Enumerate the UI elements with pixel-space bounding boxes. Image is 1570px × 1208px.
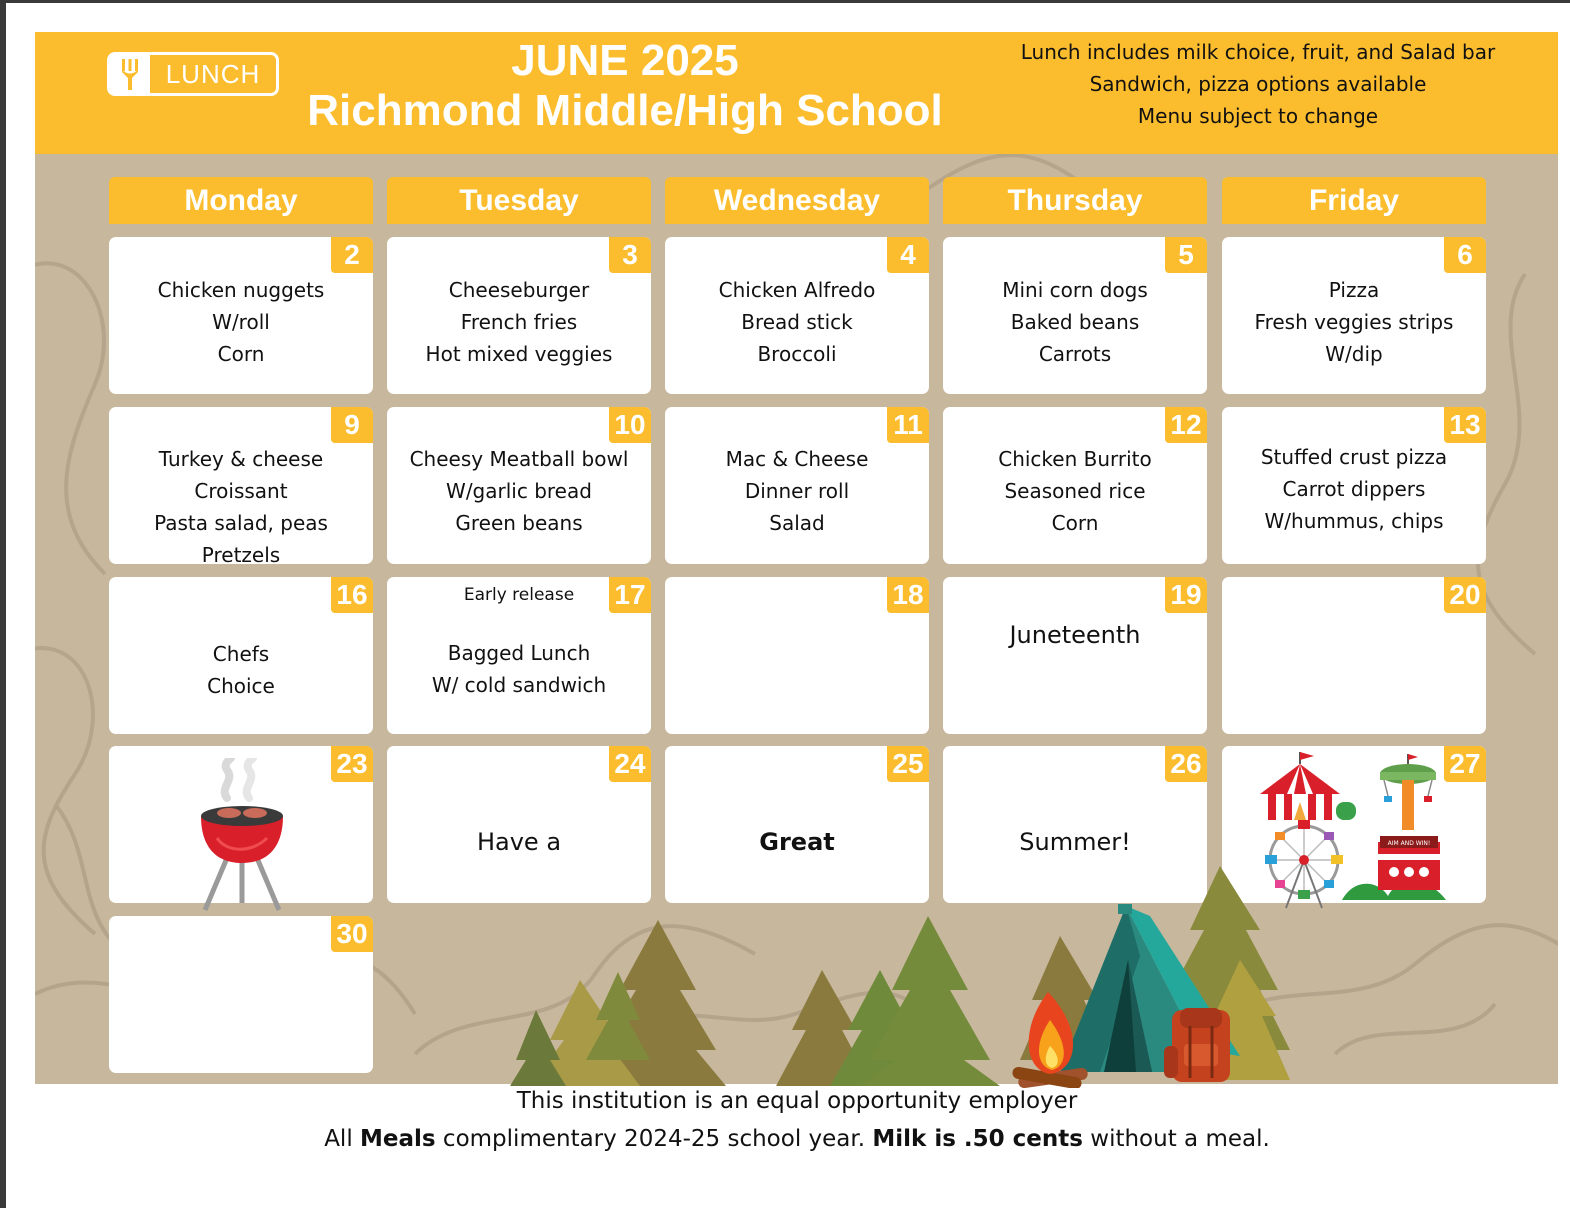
menu-line: Chicken Alfredo	[718, 278, 876, 302]
menu-line: Hot mixed veggies	[425, 342, 613, 366]
day-cell-30	[109, 916, 373, 1073]
menu-line: Carrot dippers	[1282, 477, 1426, 501]
date-number: 13	[1444, 407, 1486, 443]
menu-line: W/roll	[212, 310, 270, 334]
menu-line: Chicken Burrito	[998, 447, 1152, 471]
footer-bold-milk: Milk is .50 cents	[872, 1126, 1083, 1152]
day-cell-17	[387, 577, 651, 734]
date-number: 30	[331, 916, 373, 952]
note-line: Sandwich, pizza options available	[1089, 72, 1427, 96]
date-number: 23	[331, 746, 373, 782]
date-number: 6	[1444, 237, 1486, 273]
menu-line: French fries	[460, 310, 578, 334]
menu-items	[665, 443, 929, 539]
booth-sign: AIM AND WIN!	[1387, 840, 1431, 847]
menu-notes	[995, 36, 1521, 132]
menu-line: Cheesy Meatball bowl	[409, 447, 629, 471]
day-header-friday: Friday	[1222, 177, 1486, 224]
menu-line: Pizza	[1328, 278, 1380, 302]
menu-line: Green beans	[455, 511, 583, 535]
menu-line: Corn	[217, 342, 265, 366]
holiday-label: Juneteenth	[1009, 621, 1141, 649]
date-number: 2	[331, 237, 373, 273]
grill-icon	[197, 758, 287, 913]
day-cell-9	[109, 407, 373, 567]
logo-label: LUNCH	[165, 58, 261, 89]
footer-text: without a meal.	[1082, 1126, 1270, 1152]
menu-line: Salad	[769, 511, 825, 535]
menu-line: Bread stick	[741, 310, 853, 334]
day-cell-18	[665, 577, 929, 734]
day-header-monday: Monday	[109, 177, 373, 224]
footer-meal-pricing	[0, 1126, 1570, 1152]
day-header-thursday: Thursday	[943, 177, 1207, 224]
footer-equal-opportunity: This institution is an equal opportunity employer	[516, 1088, 1078, 1114]
date-number: 24	[609, 746, 651, 782]
day-cell-16	[109, 577, 373, 734]
day-header-wednesday: Wednesday	[665, 177, 929, 224]
page-title-month: JUNE 2025	[511, 36, 739, 85]
footer-bold-meals: Meals	[360, 1126, 436, 1152]
menu-line: W/ cold sandwich	[431, 673, 607, 697]
note-line: Menu subject to change	[1137, 104, 1379, 128]
day-cell-2	[109, 237, 373, 394]
date-number: 5	[1165, 237, 1207, 273]
menu-items	[387, 637, 651, 701]
menu-items	[109, 274, 373, 370]
menu-line: Choice	[207, 674, 275, 698]
date-number: 11	[887, 407, 929, 443]
menu-items	[1222, 274, 1486, 370]
header-banner	[35, 32, 1558, 154]
date-number: 10	[609, 407, 651, 443]
date-number: 18	[887, 577, 929, 613]
camping-scene-illustration	[500, 860, 1300, 1088]
date-number: 25	[887, 746, 929, 782]
menu-items	[1222, 441, 1486, 537]
day-cell-12	[943, 407, 1207, 564]
date-number: 27	[1444, 746, 1486, 782]
menu-line: Mini corn dogs	[1002, 278, 1148, 302]
menu-line: Carrots	[1038, 342, 1112, 366]
day-cell-11	[665, 407, 929, 564]
footer-text: All	[324, 1126, 361, 1152]
menu-items	[943, 443, 1207, 539]
day-cell-23	[109, 746, 373, 903]
window-edge-left	[0, 0, 6, 1208]
menu-items	[387, 274, 651, 370]
menu-line: Fresh veggies strips	[1254, 310, 1454, 334]
menu-line: Bagged Lunch	[447, 641, 591, 665]
page-title-school: Richmond Middle/High School	[307, 86, 943, 135]
menu-line: Broccoli	[757, 342, 837, 366]
menu-line: Dinner roll	[744, 479, 850, 503]
menu-items	[387, 443, 651, 539]
menu-line: W/garlic bread	[446, 479, 592, 503]
message-word: Have a	[476, 828, 562, 856]
note-line: Lunch includes milk choice, fruit, and Salad bar	[1020, 40, 1496, 64]
day-cell-6	[1222, 237, 1486, 394]
menu-items	[665, 274, 929, 370]
day-cell-10	[387, 407, 651, 564]
date-number: 26	[1165, 746, 1207, 782]
message-word: Great	[759, 828, 835, 856]
day-header-tuesday: Tuesday	[387, 177, 651, 224]
day-cell-5	[943, 237, 1207, 394]
menu-line: Stuffed crust pizza	[1260, 445, 1448, 469]
menu-line: Pasta salad, peas	[154, 511, 328, 535]
menu-line: Chicken nuggets	[157, 278, 325, 302]
message-word: Summer!	[1019, 828, 1131, 856]
date-number: 4	[887, 237, 929, 273]
menu-items	[943, 274, 1207, 370]
menu-line: Seasoned rice	[1004, 479, 1146, 503]
menu-line: Mac & Cheese	[725, 447, 869, 471]
menu-items	[109, 638, 373, 702]
menu-line: Croissant	[194, 479, 288, 503]
date-number: 9	[331, 407, 373, 443]
menu-line: Baked beans	[1010, 310, 1140, 334]
day-cell-13	[1222, 407, 1486, 564]
day-cell-20	[1222, 577, 1486, 734]
footer-text: complimentary 2024-25 school year.	[435, 1126, 873, 1152]
menu-items	[109, 443, 373, 571]
menu-line: Cheeseburger	[448, 278, 590, 302]
menu-line: Corn	[1051, 511, 1099, 535]
date-number: 3	[609, 237, 651, 273]
menu-line: Pretzels	[201, 543, 281, 567]
day-cell-3	[387, 237, 651, 394]
lunch-logo	[107, 52, 279, 96]
date-number: 12	[1165, 407, 1207, 443]
menu-line: W/dip	[1325, 342, 1383, 366]
fork-icon	[110, 55, 150, 93]
window-edge-top	[0, 0, 1570, 3]
menu-line: Chefs	[212, 642, 270, 666]
day-cell-19	[943, 577, 1207, 734]
date-number: 20	[1444, 577, 1486, 613]
date-number: 19	[1165, 577, 1207, 613]
menu-line: Turkey & cheese	[158, 447, 324, 471]
backpack-icon	[1164, 1008, 1230, 1082]
early-release-note: Early release	[463, 585, 575, 605]
date-number: 17	[609, 577, 651, 613]
day-cell-4	[665, 237, 929, 394]
date-number: 16	[331, 577, 373, 613]
menu-line: W/hummus, chips	[1264, 509, 1444, 533]
